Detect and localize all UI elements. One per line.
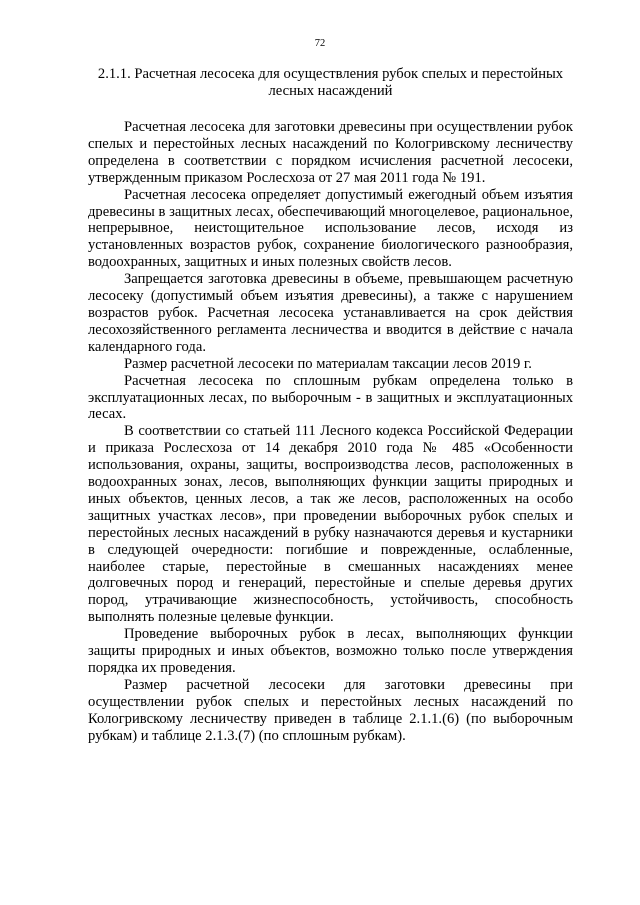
paragraph-8: Размер расчетной лесосеки для заготовки древесины при осуществлении рубок спелых и перестойных лесных насаждений по Кологривскому лесничеству приведен в таблице 2.1.1.(6) (по выборочным рубкам) и таблице 2.1.3.(7) (по сплошным рубкам). bbox=[88, 676, 573, 744]
section-heading-line-1: 2.1.1. Расчетная лесосека для осуществления рубок спелых и перестойных bbox=[97, 66, 564, 82]
body-text bbox=[88, 119, 573, 745]
section-heading bbox=[88, 66, 573, 100]
paragraph-6: В соответствии со статьей 111 Лесного кодекса Российской Федерации и приказа Рослесхоза от 14 декабря 2010 года № 485 «Особенности использования, охраны, защиты, воспроизводства лесов, расположенных в водоохранных зонах, лесов, выполняющих функции защиты природных и иных объектов, ценных лесов, а так же лесов, расположенных на особо защитных участках лесов», при проведении выборочных рубок спелых и перестойных лесных насаждений в рубку назначаются деревья и кустарники в следующей очередности: погибшие и поврежденные, ослабленные, наиболее старые, перестойные в смешанных насаждениях менее долговечных пород и генераций, перестойные и спелые деревья других пород, утрачивающие жизнеспособность, устойчивость, способность выполнять полезные целевые функции. bbox=[88, 423, 573, 626]
paragraph-7: Проведение выборочных рубок в лесах, выполняющих функции защиты природных и иных объектов, возможно только после утверждения порядка их проведения. bbox=[88, 626, 573, 676]
paragraph-5: Расчетная лесосека по сплошным рубкам определена только в эксплуатационных лесах, по выборочным - в защитных и эксплуатационных лесах. bbox=[88, 372, 573, 423]
paragraph-3: Запрещается заготовка древесины в объеме, превышающем расчетную лесосеку (допустимый объем изъятия древесины), а также с нарушением возрастов рубок. Расчетная лесосека устанавливается на срок действия лесохозяйственного регламента лесничества и вводится в действие с начала календарного года. bbox=[88, 271, 573, 355]
section-heading-line-2: лесных насаждений bbox=[268, 82, 393, 99]
paragraph-4: Размер расчетной лесосеки по материалам таксации лесов 2019 г. bbox=[124, 355, 532, 372]
paragraph-2: Расчетная лесосека определяет допустимый ежегодный объем изъятия древесины в защитных лесах, обеспечивающий многоцелевое, рациональное, непрерывное, неистощительное использование лесов, исходя из установленных возрастов рубок, сохранение биологического разнообразия, водоохранных, защитных и иных полезных свойств лесов. bbox=[88, 186, 573, 271]
page-number: 72 bbox=[314, 38, 326, 49]
paragraph-1: Расчетная лесосека для заготовки древесины при осуществлении рубок спелых и перестойных лесных насаждений по Кологривскому лесничеству определена в соответствии с порядком исчисления расчетной лесосеки, утвержденным приказом Рослесхоза от 27 мая 2011 года № 191. bbox=[88, 119, 573, 186]
